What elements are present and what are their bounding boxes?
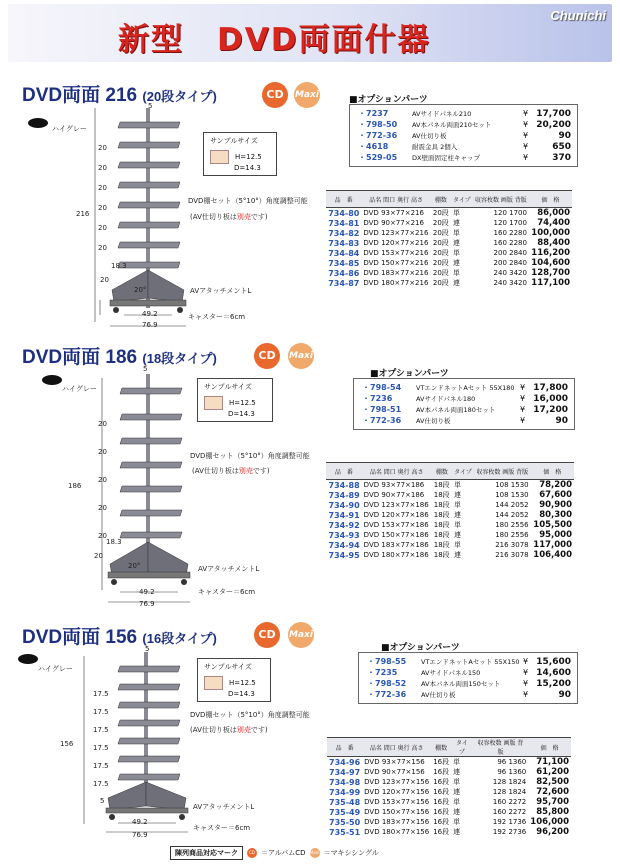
table-row: 734-83 DVD 120×77×216 20段 連 160 2280 88,400	[328, 238, 570, 248]
sample-size-box: サンプルサイズ H=12.5 D=14.3	[197, 658, 271, 702]
table-row: 734-92 DVD 153×77×186 18段 単 180 2556 105,500	[328, 520, 572, 530]
dim-angle: 20°	[128, 562, 141, 570]
option-row: ・772-36 AV仕切り板 ¥ 90	[367, 689, 571, 700]
av-note: (AV仕切り板は別売です)	[192, 467, 270, 475]
table-row: 734-84 DVD 153×77×216 20段 単 200 2840 116,200	[328, 248, 570, 258]
av-note: (AV仕切り板は別売です)	[190, 213, 268, 221]
option-row: ・7235 AVサイドパネル150 ¥ 14,600	[367, 667, 571, 678]
color-label: ハイグレー	[38, 665, 73, 673]
dim-width-inner: 49.2	[139, 588, 155, 596]
dim-width-outer: 76.9	[132, 831, 148, 839]
dim-shelf-gap: 17.5	[93, 726, 109, 734]
av-note: (AV仕切り板は別売です)	[190, 726, 268, 734]
attachment-label: AVアタッチメントL	[190, 287, 252, 295]
option-row: ・798-55 VTエンドネットAセット 55X150 ¥ 15,600	[367, 656, 571, 667]
dim-shelf-gap: 17.5	[93, 762, 109, 770]
section-title: DVD両面 186 (18段タイプ)	[22, 347, 217, 368]
dim-shelf-gap: 20	[98, 532, 107, 540]
options-title: ■オプションパーツ	[370, 369, 449, 379]
table-row: 734-97 DVD 90×77×156 16段 連 96 1360 61,200	[329, 767, 569, 777]
dim-width-inner: 49.2	[142, 310, 158, 318]
maxi-badge: Maxi	[288, 343, 314, 369]
options-box	[353, 378, 575, 430]
sample-size-box: サンプルサイズ H=12.5 D=14.3	[197, 378, 273, 422]
color-swatch-icon	[18, 654, 38, 664]
table-row: 735-48 DVD 153×77×156 16段 単 160 2272 95,700	[329, 797, 569, 807]
options-title: ■オプションパーツ	[349, 95, 428, 105]
dim-shelf-gap: 20	[98, 504, 107, 512]
product-table: 品 番 品名 間口 奥行 高さ 棚数 タイプ 収容枚数 画版 背版 価 格 734-88 DVD 93×77×186 18段 単 108 1530 78,200 734-89 DVD 90×77×186 18段 連 108 1530 67,600 734-90 DVD 123×77×186 18段 単 144 2052 90,900 734-91 DVD 120×77×186 18段 連 144 2052 80,300 734-92 DVD 153×77×186 18段 単 180 2556 105,500 734-93 DVD 150×77×186 18段 連 180 2556 95,000 734-94 DVD 183×77×186 18段 単 216 3078 117,000 734-95 DVD 180×77×186 18段 連 216 3078 106,400	[326, 462, 574, 560]
option-row: ・529-05 DX壁面固定柱キャップ ¥ 370	[358, 152, 571, 163]
table-row: 734-91 DVD 120×77×186 18段 連 144 2052 80,300	[328, 510, 572, 520]
sample-swatch	[204, 676, 223, 690]
shelf-note: DVD棚セット（5°10°）角度調整可能	[190, 711, 310, 719]
rack-drawing	[78, 648, 208, 834]
sample-swatch	[204, 396, 223, 410]
table-row: 734-81 DVD 90×77×216 20段 連 120 1700 74,400	[328, 218, 570, 228]
option-row: ・798-52 AV本パネル両面150セット ¥ 15,200	[367, 678, 571, 689]
product-table: 品 番 品名 間口 奥行 高さ 棚数 タイプ 収容枚数 画版 背版 価 格 734-96 DVD 93×77×156 16段 単 96 1360 71,100 734-97 DVD 90×77×156 16段 連 96 1360 61,200 734-98 DVD 123×77×156 16段 単 128 1824 82,500 734-99 DVD 120×77×156 16段 連 128 1824 72,600 735-48 DVD 153×77×156 16段 単 160 2272 95,700 735-49 DVD 150×77×156 16段 連 160 2272 85,800 735-50 DVD 183×77×156 16段 単 192 1736 106,000 735-51 DVD 180×77×156 16段 連 192 2736 96,200	[327, 737, 571, 837]
cd-badge: CD	[247, 848, 257, 858]
option-row: ・772-36 AV仕切り板 ¥ 90	[358, 130, 571, 141]
table-row: 734-80 DVD 93×77×216 20段 単 120 1700 86,000	[328, 208, 570, 218]
cd-badge: CD	[254, 343, 280, 369]
section-title: DVD両面 156 (16段タイプ)	[22, 627, 217, 648]
table-row: 735-49 DVD 150×77×156 16段 連 160 2272 85,800	[329, 807, 569, 817]
shelf-note: DVD棚セット（5°10°）角度調整可能	[188, 197, 308, 205]
dim-183: 18.3	[106, 538, 122, 546]
options-title: ■オプションパーツ	[381, 643, 460, 653]
table-row: 734-89 DVD 90×77×186 18段 連 108 1530 67,600	[328, 490, 572, 500]
option-row: ・772-36 AV仕切り板 ¥ 90	[362, 415, 568, 426]
maxi-badge: Maxi	[294, 82, 320, 108]
option-row: ・798-50 AV本パネル両面210セット ¥ 20,200	[358, 119, 571, 130]
table-row: 734-87 DVD 180×77×216 20段 連 240 3420 117,100	[328, 278, 570, 288]
dim-height: 156	[60, 740, 74, 748]
dim-top: 5	[148, 102, 153, 110]
dim-183: 18.3	[111, 262, 127, 270]
dim-angle: 20°	[134, 286, 147, 294]
color-swatch-icon	[42, 375, 62, 385]
brand-logo: Chunichi	[550, 8, 606, 23]
footer-legend	[170, 846, 379, 860]
table-row: 734-96 DVD 93×77×156 16段 単 96 1360 71,100	[329, 757, 569, 767]
color-swatch-icon	[28, 118, 48, 128]
dim-width-outer: 76.9	[142, 321, 158, 329]
color-label: ハイグレー	[62, 385, 97, 393]
options-box	[358, 652, 578, 704]
maxi-badge: Maxi	[310, 848, 320, 858]
dim-shelf-gap: 20	[98, 448, 107, 456]
caster-label: キャスター＝6cm	[193, 824, 251, 832]
table-row: 734-94 DVD 183×77×186 18段 単 216 3078 117,000	[328, 540, 572, 550]
dim-shelf-gap: 20	[98, 184, 107, 192]
table-row: 734-90 DVD 123×77×186 18段 単 144 2052 90,900	[328, 500, 572, 510]
section-title: DVD両面 216 (20段タイプ)	[22, 85, 217, 106]
cd-badge: CD	[254, 622, 280, 648]
maxi-badge: Maxi	[288, 622, 314, 648]
footer-maxi-label: ＝マキシシングル	[323, 849, 379, 857]
sample-swatch	[210, 150, 229, 164]
dim-shelf-gap: 20	[98, 224, 107, 232]
dim-shelf-gap: 20	[98, 420, 107, 428]
table-row: 734-99 DVD 120×77×156 16段 連 128 1824 72,600	[329, 787, 569, 797]
footer-label: 陳列商品対応マーク	[170, 846, 243, 860]
attachment-label: AVアタッチメントL	[198, 565, 260, 573]
dim-height: 216	[76, 210, 90, 218]
page-title: 新型 DVD両面什器	[118, 22, 431, 58]
option-row: ・7236 AVサイドパネル180 ¥ 16,000	[362, 393, 568, 404]
dim-top: 5	[145, 645, 150, 653]
table-row: 734-85 DVD 150×77×216 20段 連 200 2840 104,600	[328, 258, 570, 268]
options-box	[349, 104, 578, 167]
dim-shelf-gap: 20	[98, 144, 107, 152]
dim-bottom-gap: 20	[94, 552, 103, 560]
attachment-label: AVアタッチメントL	[193, 803, 255, 811]
footer-cd-label: ＝アルバムCD	[261, 849, 306, 857]
option-row: ・7237 AVサイドパネル210 ¥ 17,700	[358, 108, 571, 119]
color-label: ハイグレー	[52, 125, 87, 133]
dim-shelf-gap: 20	[98, 476, 107, 484]
dim-shelf-gap: 17.5	[93, 690, 109, 698]
option-row: ・798-51 AV本パネル両面180セット ¥ 17,200	[362, 404, 568, 415]
caster-label: キャスター＝6cm	[198, 588, 256, 596]
table-row: 734-82 DVD 123×77×216 20段 単 160 2280 100,000	[328, 228, 570, 238]
dim-shelf-gap: 17.5	[93, 744, 109, 752]
table-row: 735-50 DVD 183×77×156 16段 単 192 1736 106,000	[329, 817, 569, 827]
dim-shelf-gap: 20	[98, 164, 107, 172]
sample-size-box: サンプルサイズ H=12.5 D=14.3	[203, 132, 277, 176]
table-row: 734-95 DVD 180×77×186 18段 連 216 3078 106,400	[328, 550, 572, 560]
cd-badge: CD	[262, 82, 288, 108]
option-row: ・798-54 VTエンドネットAセット 55X180 ¥ 17,800	[362, 382, 568, 393]
shelf-note: DVD棚セット（5°10°）角度調整可能	[190, 452, 310, 460]
table-row: 734-93 DVD 150×77×186 18段 連 180 2556 95,000	[328, 530, 572, 540]
dim-width-inner: 49.2	[132, 818, 148, 826]
table-row: 734-98 DVD 123×77×156 16段 単 128 1824 82,500	[329, 777, 569, 787]
dim-shelf-gap: 20	[98, 244, 107, 252]
rack-drawing	[80, 368, 210, 608]
dim-height: 186	[68, 482, 82, 490]
dim-shelf-gap: 17.5	[93, 780, 109, 788]
product-table: 品 番 品名 間口 奥行 高さ 棚数 タイプ 収容枚数 画版 背版 価 格 734-80 DVD 93×77×216 20段 単 120 1700 86,000 734-81 DVD 90×77×216 20段 連 120 1700 74,400 734-82 DVD 123×77×216 20段 単 160 2280 100,000 734-83 DVD 120×77×216 20段 連 160 2280 88,400 734-84 DVD 153×77×216 20段 単 200 2840 116,200 734-85 DVD 150×77×216 20段 連 200 2840 104,600 734-86 DVD 183×77×216 20段 単 240 3420 128,700 734-87 DVD 180×77×216 20段 連 240 3420 117,100	[326, 190, 572, 288]
option-row: ・4618 耐震金具 2個入 ¥ 650	[358, 141, 571, 152]
caster-label: キャスター＝6cm	[188, 313, 246, 321]
dim-bottom-gap: 5	[100, 797, 105, 805]
dim-top: 5	[143, 365, 148, 373]
dim-width-outer: 76.9	[139, 600, 155, 608]
dim-bottom-gap: 20	[100, 276, 109, 284]
table-row: 734-88 DVD 93×77×186 18段 単 108 1530 78,200	[328, 480, 572, 490]
table-row: 735-51 DVD 180×77×156 16段 連 192 2736 96,200	[329, 827, 569, 837]
dim-shelf-gap: 17.5	[93, 708, 109, 716]
dim-shelf-gap: 20	[98, 204, 107, 212]
table-row: 734-86 DVD 183×77×216 20段 単 240 3420 128,700	[328, 268, 570, 278]
